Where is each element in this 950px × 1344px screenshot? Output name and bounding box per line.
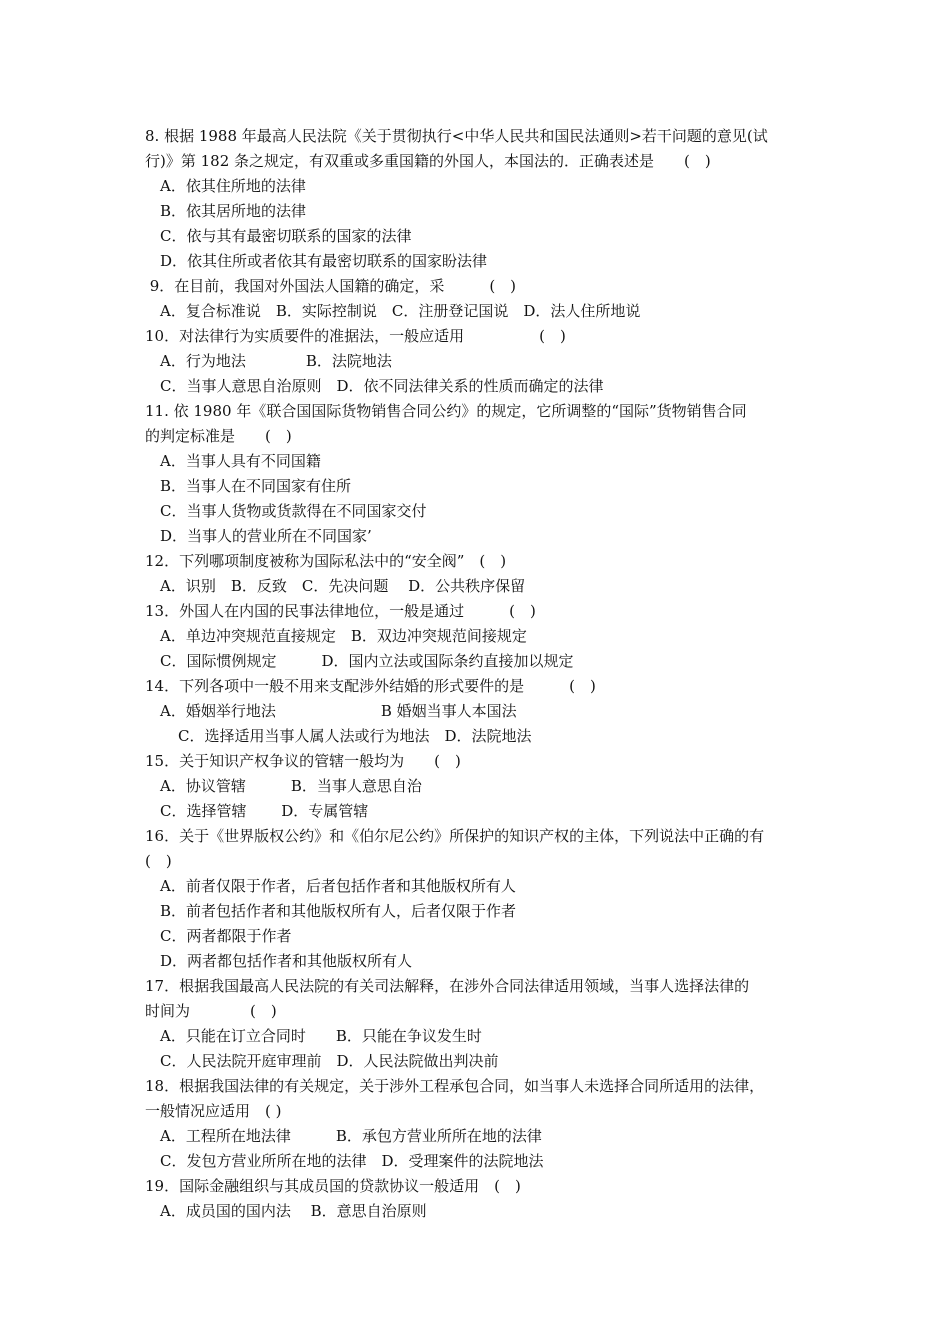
text-line: 8. 根据 1988 年最高人民法院《关于贯彻执行<中华人民共和国民法通则>若干问题的意见(试 bbox=[145, 127, 768, 145]
text-line: 13．外国人在内国的民事法律地位，一般是通过 ( ) bbox=[145, 602, 536, 620]
text-line: 18．根据我国法律的有关规定，关于涉外工程承包合同，如当事人未选择合同所适用的法律， bbox=[145, 1077, 765, 1095]
text-line: D．两者都包括作者和其他版权所有人 bbox=[160, 952, 413, 970]
text-line: A．婚姻举行地法 B 婚姻当事人本国法 bbox=[160, 702, 517, 720]
text-line: A．行为地法 B．法院地法 bbox=[160, 352, 392, 370]
text-line: 9．在目前，我国对外国法人国籍的确定，采 ( ) bbox=[145, 277, 517, 295]
text-line: A．识别 B．反致 C．先决问题 D．公共秩序保留 bbox=[160, 577, 526, 595]
text-line: C．发包方营业所所在地的法律 D．受理案件的法院地法 bbox=[160, 1152, 544, 1170]
document-page bbox=[145, 124, 810, 1224]
text-line: A．单边冲突规范直接规定 B．双边冲突规范间接规定 bbox=[160, 627, 527, 645]
text-line: B．依其居所地的法律 bbox=[160, 202, 307, 220]
text-line: C．当事人意思自治原则 D．依不同法律关系的性质而确定的法律 bbox=[160, 377, 604, 395]
text-line: C．选择适用当事人属人法或行为地法 D．法院地法 bbox=[178, 727, 532, 745]
text-line: 17．根据我国最高人民法院的有关司法解释，在涉外合同法律适用领域，当事人选择法律的 bbox=[145, 977, 750, 995]
text-line: C．当事人货物或货款得在不同国家交付 bbox=[160, 502, 427, 520]
text-line: D．依其住所或者依其有最密切联系的国家盼法律 bbox=[160, 252, 488, 270]
text-line: C．两者都限于作者 bbox=[160, 927, 292, 945]
text-line: A．前者仅限于作者，后者包括作者和其他版权所有人 bbox=[160, 877, 516, 895]
text-line: C．选择管辖 D．专属管辖 bbox=[160, 802, 369, 820]
text-line: 的判定标准是 ( ) bbox=[145, 427, 292, 445]
text-line: C．国际惯例规定 D．国内立法或国际条约直接加以规定 bbox=[160, 652, 574, 670]
text-line: B．当事人在不同国家有住所 bbox=[160, 477, 352, 495]
text-line: 15．关于知识产权争议的管辖一般均为 ( ) bbox=[145, 752, 461, 770]
text-line: 10．对法律行为实质要件的准据法，一般应适用 ( ) bbox=[145, 327, 566, 345]
text-line: A．工程所在地法律 B．承包方营业所所在地的法律 bbox=[160, 1127, 542, 1145]
text-line: C．依与其有最密切联系的国家的法律 bbox=[160, 227, 412, 245]
text-line: A．当事人具有不同国籍 bbox=[160, 452, 321, 470]
text-line: A．复合标准说 B．实际控制说 C．注册登记国说 D．法人住所地说 bbox=[160, 302, 641, 320]
text-line: 19．国际金融组织与其成员国的贷款协议一般适用 ( ) bbox=[145, 1177, 521, 1195]
text-line: 时间为 ( ) bbox=[145, 1002, 277, 1020]
text-line: 11. 依 1980 年《联合国国际货物销售合同公约》的规定，它所调整的“国际”货物销售合同 bbox=[145, 402, 747, 420]
text-line: 行)》第 182 条之规定，有双重或多重国籍的外国人，本国法的．正确表述是 ( ) bbox=[145, 152, 711, 170]
text-line: 一般情况应适用 ( ) bbox=[145, 1102, 282, 1120]
text-line: 16．关于《世界版权公约》和《伯尔尼公约》所保护的知识产权的主体，下列说法中正确的有 bbox=[145, 827, 765, 845]
text-line: ( ) bbox=[145, 852, 172, 870]
text-line: A．依其住所地的法律 bbox=[160, 177, 306, 195]
text-line: B．前者包括作者和其他版权所有人，后者仅限于作者 bbox=[160, 902, 517, 920]
text-line: C．人民法院开庭审理前 D．人民法院做出判决前 bbox=[160, 1052, 499, 1070]
text-line: A．只能在订立合同时 B．只能在争议发生时 bbox=[160, 1027, 482, 1045]
text-line: D．当事人的营业所在不同国家’ bbox=[160, 527, 372, 545]
text-line: A．协议管辖 B．当事人意思自治 bbox=[160, 777, 422, 795]
text-line: 12．下列哪项制度被称为国际私法中的“安全阀” ( ) bbox=[145, 552, 507, 570]
text-line: A．成员国的国内法 B．意思自治原则 bbox=[160, 1202, 427, 1220]
text-line: 14．下列各项中一般不用来支配涉外结婚的形式要件的是 ( ) bbox=[145, 677, 596, 695]
